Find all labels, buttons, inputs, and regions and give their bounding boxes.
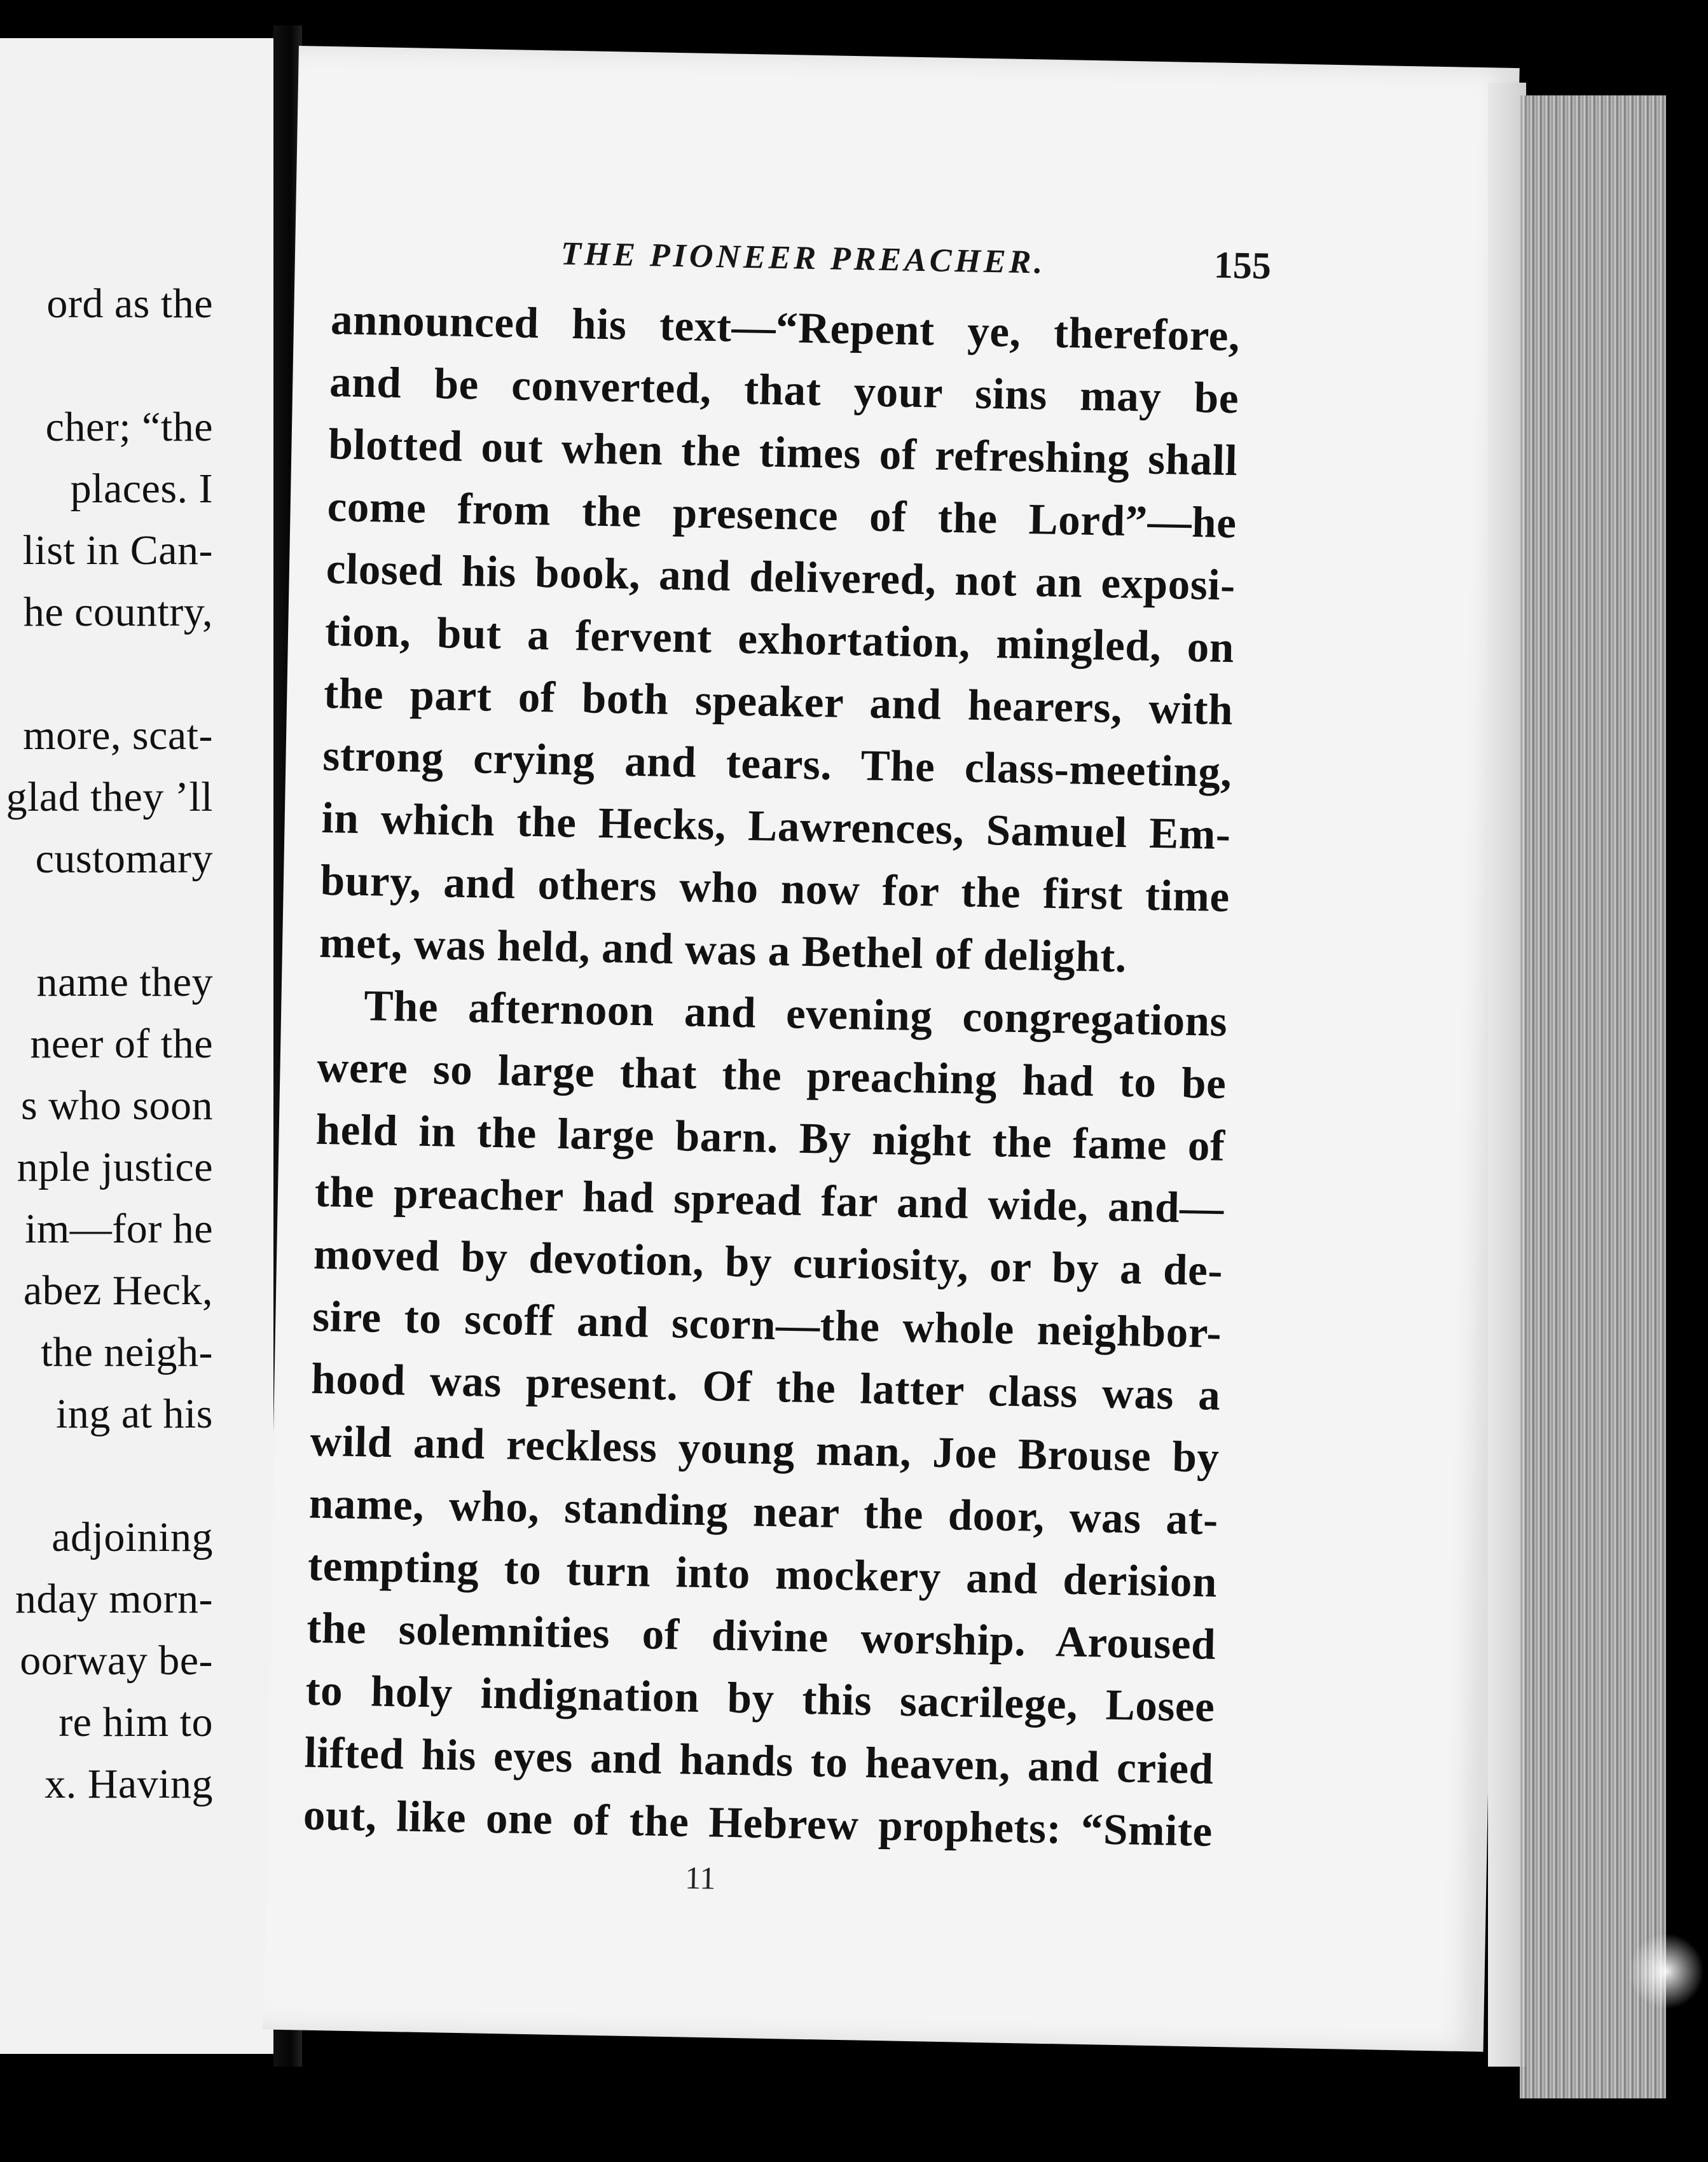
stacked-page-edges (1520, 95, 1666, 2098)
text-line: the solemnities of divine worship. Aroused (306, 1603, 1216, 1669)
left-page-text-line: nple justice (17, 1144, 213, 1190)
page-number: 155 (1213, 244, 1272, 287)
text-line: strong crying and tears. The class-meeting, (322, 731, 1233, 797)
text-line: held in the large barn. By night the fame of (315, 1105, 1226, 1170)
light-glare (1628, 1933, 1704, 2009)
text-line: in which the Hecks, Lawrences, Samuel Em- (321, 793, 1232, 859)
text-line: out, like one of the Hebrew prophets: “Smite (303, 1790, 1213, 1856)
paragraph-1 (319, 288, 1241, 990)
text-line: blotted out when the times of refreshing shall (327, 419, 1238, 485)
left-page-text-line: cher; “the (45, 404, 213, 450)
text-line: to holy indignation by this sacrilege, Losee (305, 1665, 1216, 1731)
left-page-text-line: nday morn- (15, 1576, 213, 1622)
text-line: wild and reckless young man, Joe Brouse by (310, 1416, 1220, 1482)
left-page (0, 38, 273, 2054)
text-line: the preacher had spread far and wide, and— (314, 1167, 1225, 1232)
left-page-text-line: glad they ’ll (6, 774, 213, 820)
left-page-text-line: abez Heck, (23, 1267, 213, 1314)
text-line: closed his book, and delivered, not an exposi- (326, 544, 1236, 610)
left-page-text-line: more, scat- (23, 712, 213, 759)
running-head: THE PIONEER PREACHER. (560, 235, 1046, 281)
text-line: were so large that the preaching had to be (316, 1042, 1227, 1108)
text-line: bury, and others who now for the first time (320, 855, 1230, 921)
signature-mark: 11 (684, 1859, 716, 1896)
left-page-text-line: neer of the (30, 1021, 213, 1067)
text-line: hood was present. Of the latter class was a (310, 1354, 1222, 1419)
text-line: The afternoon and evening congregations (363, 981, 1228, 1046)
paragraph-2 (303, 974, 1228, 1862)
text-line: name, who, standing near the door, was at- (308, 1478, 1219, 1544)
text-line: announced his text—“Repent ye, therefore, (330, 294, 1241, 361)
left-page-text-line: list in Can- (22, 527, 213, 574)
left-page-text-line: re him to (59, 1699, 213, 1745)
left-page-text-line: customary (35, 836, 213, 882)
text-line: tion, but a fervent exhortation, mingled, on (324, 606, 1235, 672)
text-line: moved by devotion, by curiosity, or by a de- (313, 1229, 1223, 1295)
text-line: met, was held, and was a Bethel of delight. (319, 918, 1127, 982)
text-line: and be converted, that your sins may be (329, 357, 1239, 423)
text-line: the part of both speaker and hearers, with (323, 668, 1234, 734)
left-page-text-line: oorway be- (20, 1637, 213, 1684)
left-page-text-line: adjoining (52, 1514, 213, 1560)
left-page-text-line: he country, (23, 589, 213, 635)
left-page-text-line: ord as the (46, 280, 213, 327)
text-line: come from the presence of the Lord”—he (327, 481, 1237, 547)
left-page-text-line: places. I (70, 465, 213, 512)
left-page-text-line: im—for he (25, 1206, 213, 1252)
left-page-text-line: the neigh- (41, 1329, 213, 1375)
left-page-text-line: name they (36, 959, 213, 1005)
left-page-text-line: s who soon (20, 1082, 213, 1129)
text-line: sire to scoff and scorn—the whole neighbor- (312, 1291, 1222, 1357)
left-page-text-line: ing at his (56, 1391, 213, 1437)
right-page (263, 46, 1520, 2052)
body-text (303, 288, 1241, 1862)
text-line: tempting to turn into mockery and derision (307, 1541, 1218, 1606)
text-line: lifted his eyes and hands to heaven, and cried (304, 1728, 1215, 1793)
left-page-text-line: x. Having (45, 1761, 213, 1807)
